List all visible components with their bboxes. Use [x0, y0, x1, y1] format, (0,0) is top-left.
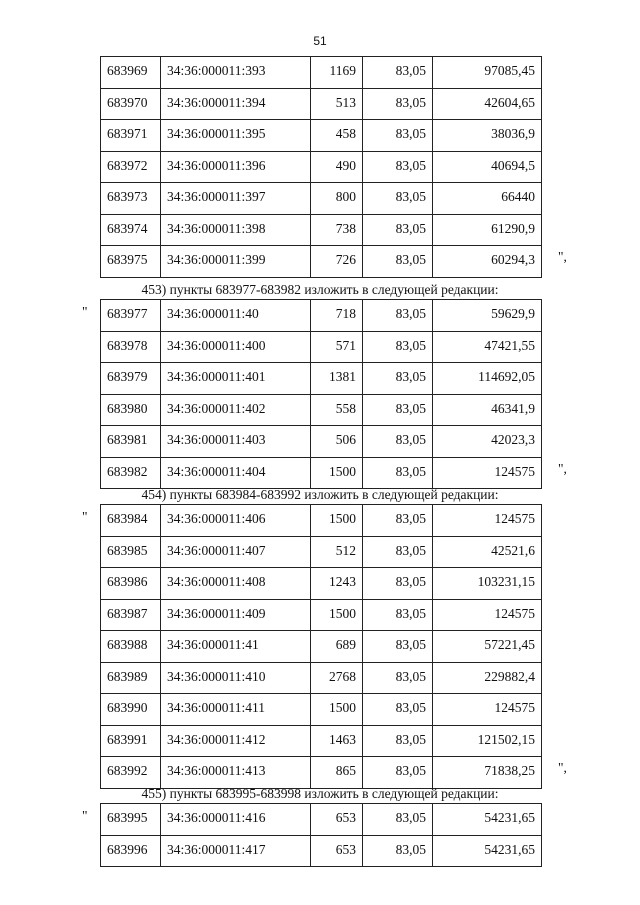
cadastral-number-cell: 34:36:000011:416 — [161, 804, 311, 836]
item-number-cell: 683992 — [101, 757, 161, 789]
item-number-cell: 683974 — [101, 214, 161, 246]
table-row — [101, 725, 542, 757]
closing-quote: ", — [558, 760, 567, 775]
item-number-cell: 683985 — [101, 536, 161, 568]
value-cell: 103231,15 — [433, 568, 542, 600]
rate-cell: 83,05 — [363, 725, 433, 757]
value-cell: 42521,6 — [433, 536, 542, 568]
data-table — [100, 299, 542, 489]
cadastral-number-cell: 34:36:000011:403 — [161, 426, 311, 458]
item-number-cell: 683984 — [101, 505, 161, 537]
cadastral-number-cell: 34:36:000011:404 — [161, 457, 311, 489]
value-cell: 54231,65 — [433, 835, 542, 867]
table-row — [101, 505, 542, 537]
closing-quote: ", — [558, 249, 567, 264]
table-row — [101, 246, 542, 278]
table-row — [101, 394, 542, 426]
item-number-cell: 683970 — [101, 88, 161, 120]
item-number-cell: 683978 — [101, 331, 161, 363]
cadastral-number-cell: 34:36:000011:411 — [161, 694, 311, 726]
rate-cell: 83,05 — [363, 536, 433, 568]
rate-cell: 83,05 — [363, 568, 433, 600]
cadastral-number-cell: 34:36:000011:41 — [161, 631, 311, 663]
value-cell: 124575 — [433, 457, 542, 489]
value-cell: 57221,45 — [433, 631, 542, 663]
item-number-cell: 683991 — [101, 725, 161, 757]
cadastral-number-cell: 34:36:000011:395 — [161, 120, 311, 152]
area-cell: 800 — [311, 183, 363, 215]
area-cell: 1500 — [311, 457, 363, 489]
closing-quote: ", — [558, 460, 567, 476]
value-cell: 71838,25 — [433, 757, 542, 789]
data-table — [100, 504, 542, 789]
value-cell: 124575 — [433, 599, 542, 631]
rate-cell: 83,05 — [363, 363, 433, 395]
opening-quote: " — [82, 509, 88, 524]
rate-cell: 83,05 — [363, 835, 433, 867]
item-number-cell: 683979 — [101, 363, 161, 395]
area-cell: 1381 — [311, 363, 363, 395]
rate-cell: 83,05 — [363, 426, 433, 458]
value-cell: 42604,65 — [433, 88, 542, 120]
area-cell: 1169 — [311, 57, 363, 89]
rate-cell: 83,05 — [363, 183, 433, 215]
item-number-cell: 683989 — [101, 662, 161, 694]
table-row — [101, 331, 542, 363]
table-row — [101, 300, 542, 332]
rate-cell: 83,05 — [363, 505, 433, 537]
rate-cell: 83,05 — [363, 214, 433, 246]
item-number-cell: 683982 — [101, 457, 161, 489]
rate-cell: 83,05 — [363, 599, 433, 631]
cadastral-number-cell: 34:36:000011:397 — [161, 183, 311, 215]
item-number-cell: 683972 — [101, 151, 161, 183]
table-row — [101, 662, 542, 694]
value-cell: 59629,9 — [433, 300, 542, 332]
rate-cell: 83,05 — [363, 88, 433, 120]
item-number-cell: 683996 — [101, 835, 161, 867]
rate-cell: 83,05 — [363, 662, 433, 694]
cadastral-number-cell: 34:36:000011:402 — [161, 394, 311, 426]
area-cell: 458 — [311, 120, 363, 152]
cadastral-number-cell: 34:36:000011:407 — [161, 536, 311, 568]
area-cell: 506 — [311, 426, 363, 458]
value-cell: 54231,65 — [433, 804, 542, 836]
value-cell: 124575 — [433, 505, 542, 537]
area-cell: 1243 — [311, 568, 363, 600]
cadastral-number-cell: 34:36:000011:408 — [161, 568, 311, 600]
table-row — [101, 568, 542, 600]
area-cell: 738 — [311, 214, 363, 246]
value-cell: 66440 — [433, 183, 542, 215]
item-number-cell: 683988 — [101, 631, 161, 663]
rate-cell: 83,05 — [363, 151, 433, 183]
area-cell: 490 — [311, 151, 363, 183]
table-row — [101, 694, 542, 726]
cadastral-number-cell: 34:36:000011:410 — [161, 662, 311, 694]
value-cell: 124575 — [433, 694, 542, 726]
table-row — [101, 536, 542, 568]
rate-cell: 83,05 — [363, 457, 433, 489]
table-row — [101, 804, 542, 836]
rate-cell: 83,05 — [363, 57, 433, 89]
opening-quote: " — [82, 304, 88, 319]
cadastral-number-cell: 34:36:000011:401 — [161, 363, 311, 395]
opening-quote: " — [82, 808, 88, 823]
rate-cell: 83,05 — [363, 757, 433, 789]
area-cell: 2768 — [311, 662, 363, 694]
area-cell: 558 — [311, 394, 363, 426]
section-heading: 453) пункты 683977-683982 изложить в следующей редакции: — [141, 282, 499, 297]
table-row — [101, 457, 542, 489]
rate-cell: 83,05 — [363, 694, 433, 726]
page-number: 51 — [313, 34, 327, 48]
item-number-cell: 683969 — [101, 57, 161, 89]
table-row — [101, 757, 542, 789]
value-cell: 60294,3 — [433, 246, 542, 278]
table-row — [101, 426, 542, 458]
item-number-cell: 683986 — [101, 568, 161, 600]
table-row — [101, 120, 542, 152]
value-cell: 114692,05 — [433, 363, 542, 395]
area-cell: 512 — [311, 536, 363, 568]
value-cell: 229882,4 — [433, 662, 542, 694]
area-cell: 1500 — [311, 599, 363, 631]
area-cell: 513 — [311, 88, 363, 120]
rate-cell: 83,05 — [363, 120, 433, 152]
cadastral-number-cell: 34:36:000011:417 — [161, 835, 311, 867]
table-row — [101, 151, 542, 183]
area-cell: 571 — [311, 331, 363, 363]
cadastral-number-cell: 34:36:000011:400 — [161, 331, 311, 363]
rate-cell: 83,05 — [363, 394, 433, 426]
cadastral-number-cell: 34:36:000011:406 — [161, 505, 311, 537]
area-cell: 689 — [311, 631, 363, 663]
value-cell: 47421,55 — [433, 331, 542, 363]
rate-cell: 83,05 — [363, 804, 433, 836]
value-cell: 61290,9 — [433, 214, 542, 246]
value-cell: 121502,15 — [433, 725, 542, 757]
area-cell: 718 — [311, 300, 363, 332]
cadastral-number-cell: 34:36:000011:409 — [161, 599, 311, 631]
area-cell: 653 — [311, 804, 363, 836]
rate-cell: 83,05 — [363, 631, 433, 663]
item-number-cell: 683971 — [101, 120, 161, 152]
value-cell: 42023,3 — [433, 426, 542, 458]
table-row — [101, 835, 542, 867]
section-heading: 455) пункты 683995-683998 изложить в следующей редакции: — [141, 786, 499, 801]
value-cell: 97085,45 — [433, 57, 542, 89]
rate-cell: 83,05 — [363, 331, 433, 363]
rate-cell: 83,05 — [363, 300, 433, 332]
cadastral-number-cell: 34:36:000011:412 — [161, 725, 311, 757]
cadastral-number-cell: 34:36:000011:413 — [161, 757, 311, 789]
item-number-cell: 683981 — [101, 426, 161, 458]
cadastral-number-cell: 34:36:000011:40 — [161, 300, 311, 332]
item-number-cell: 683980 — [101, 394, 161, 426]
cadastral-number-cell: 34:36:000011:393 — [161, 57, 311, 89]
area-cell: 865 — [311, 757, 363, 789]
area-cell: 1500 — [311, 505, 363, 537]
table-row — [101, 57, 542, 89]
table-row — [101, 88, 542, 120]
item-number-cell: 683975 — [101, 246, 161, 278]
table-row — [101, 631, 542, 663]
value-cell: 38036,9 — [433, 120, 542, 152]
area-cell: 1463 — [311, 725, 363, 757]
area-cell: 653 — [311, 835, 363, 867]
data-table — [100, 803, 542, 867]
item-number-cell: 683977 — [101, 300, 161, 332]
area-cell: 1500 — [311, 694, 363, 726]
item-number-cell: 683995 — [101, 804, 161, 836]
value-cell: 40694,5 — [433, 151, 542, 183]
table-row — [101, 183, 542, 215]
rate-cell: 83,05 — [363, 246, 433, 278]
table-row — [101, 363, 542, 395]
area-cell: 726 — [311, 246, 363, 278]
cadastral-number-cell: 34:36:000011:399 — [161, 246, 311, 278]
item-number-cell: 683990 — [101, 694, 161, 726]
value-cell: 46341,9 — [433, 394, 542, 426]
cadastral-number-cell: 34:36:000011:398 — [161, 214, 311, 246]
cadastral-number-cell: 34:36:000011:394 — [161, 88, 311, 120]
data-table — [100, 56, 542, 278]
table-row — [101, 599, 542, 631]
cadastral-number-cell: 34:36:000011:396 — [161, 151, 311, 183]
item-number-cell: 683973 — [101, 183, 161, 215]
section-heading: 454) пункты 683984-683992 изложить в следующей редакции: — [141, 487, 499, 502]
item-number-cell: 683987 — [101, 599, 161, 631]
table-row — [101, 214, 542, 246]
